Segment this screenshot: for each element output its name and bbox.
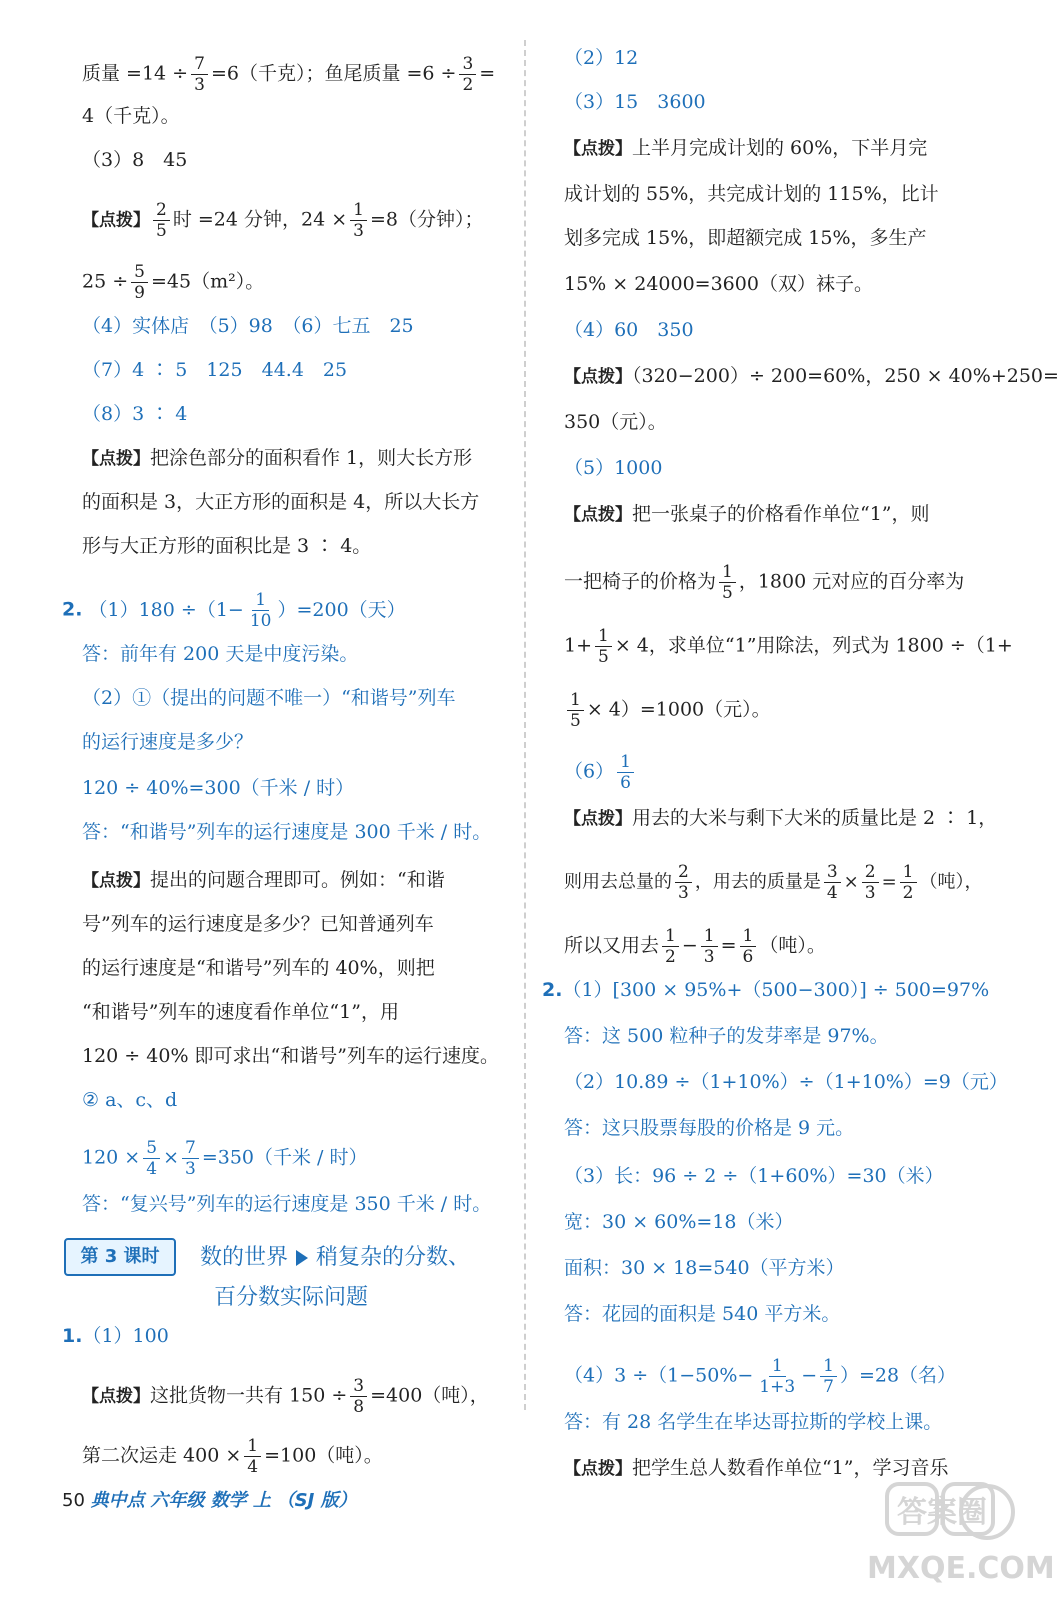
answer-line: 120 ÷ 40%=300（千米 / 时）: [82, 777, 355, 799]
line: 成计划的 55%，共完成计划的 115%，比计: [564, 183, 939, 205]
hint-tag: 【点拨】: [564, 139, 632, 159]
lesson-badge: 第 3 课时: [64, 1238, 176, 1276]
answer-item: （8）3 ∶ 4: [82, 403, 188, 425]
answer-item: （3）15 3600: [564, 91, 706, 113]
hint-tag: 【点拨】: [82, 210, 150, 231]
lesson-header: [64, 1238, 504, 1318]
svg-text:MXQE.COM: MXQE.COM: [867, 1551, 1055, 1586]
answer-line: 答：这只股票每股的价格是 9 元。: [564, 1117, 855, 1139]
answer-line: 答：这 500 粒种子的发芽率是 97%。: [564, 1025, 889, 1047]
answer-line: 答：前年有 200 天是中度污染。: [82, 643, 359, 665]
brand-logo: 典中点: [90, 1490, 145, 1511]
answer-line: 答：花园的面积是 540 平方米。: [564, 1303, 841, 1325]
question-2: 2. （1）180 ÷（1− $\frac{1}{10}$ ）=200（天）: [62, 590, 406, 631]
question-1: 1.（1）100: [62, 1325, 169, 1347]
hint-line: 【点拨】把涂色部分的面积看作 1，则大长方形: [82, 447, 473, 469]
hint-line: 【点拨】上半月完成计划的 60%，下半月完: [564, 137, 928, 159]
column-divider: [524, 40, 526, 1410]
answer-line: （2）10.89 ÷（1+10%）÷（1+10%）=9（元）: [564, 1071, 1008, 1093]
answer-line: 答：“和谐号”列车的运行速度是 300 千米 / 时。: [82, 821, 492, 843]
hint-tag: 【点拨】: [564, 367, 632, 387]
answer-line: （2）①（提出的问题不唯一）“和谐号”列车: [82, 687, 456, 709]
answer-item: （6） $\frac{1}{6}$: [564, 752, 637, 793]
line: 1+ $\frac{1}{5}$ × 4，求单位“1”用除法，列式为 1800 ÷（1+: [564, 626, 1013, 667]
hint-line: 【点拨】把学生总人数看作单位“1”，学习音乐: [564, 1457, 949, 1479]
lesson-title: 数的世界 稍复杂的分数、: [200, 1245, 471, 1270]
line: “和谐号”列车的速度看作单位“1”，用: [82, 1001, 399, 1023]
hint-line: 【点拨】把一张桌子的价格看作单位“1”，则: [564, 503, 930, 525]
question-2-right: 2.（1）[300 × 95%+（500−300）] ÷ 500=97%: [542, 979, 990, 1001]
line: 一把椅子的价格为 $\frac{1}{5}$ ，1800 元对应的百分率为: [564, 562, 965, 603]
line: 的面积是 3，大正方形的面积是 4，所以大长方: [82, 491, 480, 513]
answer-item: （3）8 45: [82, 149, 188, 171]
book-title: 六年级 数学 上: [150, 1490, 271, 1511]
hint-tag: 【点拨】: [82, 871, 150, 891]
play-arrow-icon: [296, 1250, 308, 1266]
line: 划多完成 15%，即超额完成 15%，多生产: [564, 227, 927, 249]
watermark-logo: [827, 1478, 1055, 1590]
line: $\frac{1}{5}$ × 4）=1000（元）。: [564, 690, 771, 731]
answer-line: ② a、c、d: [82, 1089, 178, 1111]
line: 号”列车的运行速度是多少？已知普通列车: [82, 913, 434, 935]
page-number: 50: [62, 1490, 85, 1511]
hint-line: 【点拨】这批货物一共有 150 ÷ $\frac{3}{8}$ =400（吨），: [82, 1376, 489, 1417]
lesson-title-line-2: 百分数实际问题: [214, 1285, 369, 1310]
edition-label: （SJ 版）: [276, 1490, 357, 1511]
line: 15% × 24000=3600（双）袜子。: [564, 273, 873, 295]
answer-line: 的运行速度是多少？: [82, 731, 254, 753]
line: 25 ÷ $\frac{5}{9}$ =45（m²）。: [82, 262, 265, 303]
hint-line: 【点拨】 $\frac{2}{5}$ 时 =24 分钟，24 × $\frac{1}{3}$ =8（分钟）；: [82, 200, 484, 241]
hint-tag: 【点拨】: [564, 505, 632, 525]
line: 则用去总量的 $\frac{2}{3}$ ，用去的质量是 $\frac{3}{4}$ × $\frac{2}{3}$ = $\frac{1}{2}$ （吨），: [564, 862, 983, 903]
hint-tag: 【点拨】: [82, 1386, 150, 1407]
answer-line: 面积：30 × 18=540（平方米）: [564, 1257, 845, 1279]
hint-tag: 【点拨】: [82, 449, 150, 469]
line: 质量 =14 ÷ $\frac{7}{3}$ =6（千克）；鱼尾质量 =6 ÷ $\frac{3}{2}$ =: [82, 54, 496, 95]
hint-line: 【点拨】（320−200）÷ 200=60%，250 × 40%+250=: [564, 365, 1059, 387]
line: 形与大正方形的面积比是 3 ∶ 4。: [82, 535, 372, 557]
answer-line: 答：“复兴号”列车的运行速度是 350 千米 / 时。: [82, 1193, 492, 1215]
line: 的运行速度是“和谐号”列车的 40%，则把: [82, 957, 435, 979]
answer-line: 宽：30 × 60%=18（米）: [564, 1211, 794, 1233]
hint-line: 【点拨】用去的大米与剩下大米的质量比是 2 ∶ 1，: [564, 807, 998, 829]
line: 所以又用去 $\frac{1}{2}$ − $\frac{1}{3}$ = $\frac{1}{6}$ （吨）。: [564, 926, 826, 967]
line: 120 ÷ 40% 即可求出“和谐号”列车的运行速度。: [82, 1045, 499, 1067]
answer-line: 答：有 28 名学生在毕达哥拉斯的学校上课。: [564, 1411, 943, 1433]
svg-text:答案圈: 答案圈: [897, 1495, 987, 1530]
answer-line: 120 × $\frac{5}{4}$ × $\frac{7}{3}$ =350（千米 / 时）: [82, 1138, 368, 1179]
answer-line: （4）3 ÷（1−50%− $\frac{1}{1+3}$ − $\frac{1}{7}$ ）=28（名）: [564, 1356, 957, 1397]
answer-item: （4）60 350: [564, 319, 694, 341]
answer-item: （4）实体店 （5）98 （6）七五 25: [82, 315, 414, 337]
hint-line: 【点拨】提出的问题合理即可。例如：“和谐: [82, 869, 445, 891]
line: 350（元）。: [564, 411, 667, 433]
hint-tag: 【点拨】: [564, 809, 632, 829]
answer-line: （3）长：96 ÷ 2 ÷（1+60%）=30（米）: [564, 1165, 944, 1187]
line: 第二次运走 400 × $\frac{1}{4}$ =100（吨）。: [82, 1436, 383, 1477]
answer-item: （2）12: [564, 47, 639, 69]
answer-item: （5）1000: [564, 457, 663, 479]
hint-tag: 【点拨】: [564, 1459, 632, 1479]
page-footer: [62, 1486, 357, 1512]
line: 4（千克）。: [82, 105, 180, 127]
answer-item: （7）4 ∶ 5 125 44.4 25: [82, 359, 348, 381]
